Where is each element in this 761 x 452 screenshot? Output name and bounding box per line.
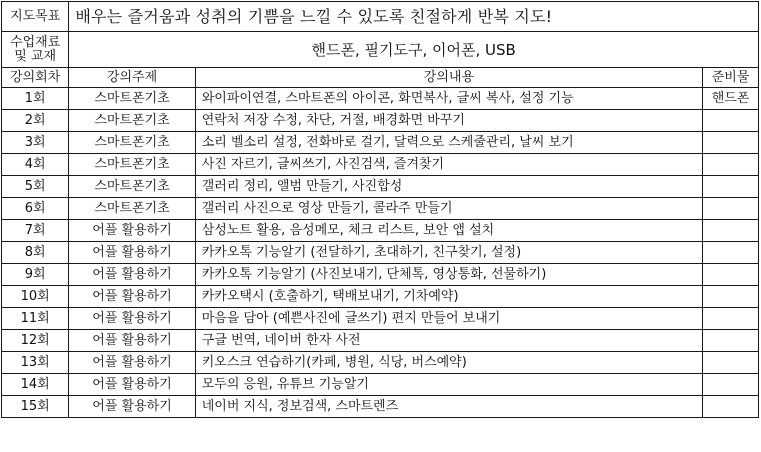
content-cell: 갤러리 사진으로 영상 만들기, 콜라주 만들기 bbox=[195, 198, 702, 220]
content-cell: 사진 자르기, 글씨쓰기, 사진검색, 즐겨찾기 bbox=[195, 154, 702, 176]
prep-cell bbox=[703, 308, 759, 330]
table-row bbox=[2, 330, 759, 352]
topic-cell: 어플 활용하기 bbox=[69, 286, 195, 308]
prep-cell bbox=[703, 374, 759, 396]
prep-cell bbox=[703, 132, 759, 154]
session-cell: 9회 bbox=[2, 264, 69, 286]
session-cell: 7회 bbox=[2, 220, 69, 242]
topic-cell: 어플 활용하기 bbox=[69, 308, 195, 330]
session-cell: 8회 bbox=[2, 242, 69, 264]
table-row bbox=[2, 198, 759, 220]
content-cell: 삼성노트 활용, 음성메모, 체크 리스트, 보안 앱 설치 bbox=[195, 220, 702, 242]
session-cell: 3회 bbox=[2, 132, 69, 154]
topic-cell: 스마트폰기초 bbox=[69, 110, 195, 132]
header-prep: 준비물 bbox=[703, 68, 759, 88]
prep-cell bbox=[703, 330, 759, 352]
session-cell: 5회 bbox=[2, 176, 69, 198]
materials-label-line1: 수업재료 bbox=[10, 34, 61, 50]
session-cell: 15회 bbox=[2, 396, 69, 418]
topic-cell: 어플 활용하기 bbox=[69, 264, 195, 286]
session-cell: 10회 bbox=[2, 286, 69, 308]
table-row bbox=[2, 396, 759, 418]
table-row bbox=[2, 220, 759, 242]
prep-cell bbox=[703, 154, 759, 176]
prep-cell bbox=[703, 110, 759, 132]
prep-cell bbox=[703, 286, 759, 308]
session-cell: 4회 bbox=[2, 154, 69, 176]
session-cell: 14회 bbox=[2, 374, 69, 396]
topic-cell: 어플 활용하기 bbox=[69, 374, 195, 396]
prep-cell bbox=[703, 264, 759, 286]
topic-cell: 어플 활용하기 bbox=[69, 220, 195, 242]
content-cell: 연락처 저장 수정, 차단, 거절, 배경화면 바꾸기 bbox=[195, 110, 702, 132]
session-cell: 12회 bbox=[2, 330, 69, 352]
table-row bbox=[2, 264, 759, 286]
topic-cell: 어플 활용하기 bbox=[69, 396, 195, 418]
content-cell: 모두의 응원, 유튜브 기능알기 bbox=[195, 374, 702, 396]
topic-cell: 스마트폰기초 bbox=[69, 132, 195, 154]
header-content: 강의내용 bbox=[195, 68, 702, 88]
table-row bbox=[2, 88, 759, 110]
prep-cell bbox=[703, 198, 759, 220]
prep-cell bbox=[703, 176, 759, 198]
materials-label-line2: 및 교재 bbox=[14, 48, 57, 64]
table-row bbox=[2, 286, 759, 308]
session-cell: 2회 bbox=[2, 110, 69, 132]
header-row bbox=[2, 68, 759, 88]
topic-cell: 스마트폰기초 bbox=[69, 88, 195, 110]
table-row bbox=[2, 308, 759, 330]
table-row bbox=[2, 132, 759, 154]
content-cell: 카카오톡 기능알기 (전달하기, 초대하기, 친구찾기, 설정) bbox=[195, 242, 702, 264]
content-cell: 와이파이연결, 스마트폰의 아이콘, 화면복사, 글씨 복사, 설정 기능 bbox=[195, 88, 702, 110]
prep-cell: 핸드폰 bbox=[703, 88, 759, 110]
session-cell: 6회 bbox=[2, 198, 69, 220]
materials-text: 핸드폰, 필기도구, 이어폰, USB bbox=[69, 32, 759, 68]
topic-cell: 스마트폰기초 bbox=[69, 198, 195, 220]
content-cell: 소리 벨소리 설정, 전화바로 걸기, 달력으로 스케줄관리, 날씨 보기 bbox=[195, 132, 702, 154]
header-topic: 강의주제 bbox=[69, 68, 195, 88]
prep-cell bbox=[703, 352, 759, 374]
content-cell: 갤러리 정리, 앨범 만들기, 사진합성 bbox=[195, 176, 702, 198]
goal-row bbox=[2, 2, 759, 32]
table-row bbox=[2, 176, 759, 198]
prep-cell bbox=[703, 396, 759, 418]
table-row bbox=[2, 154, 759, 176]
table-row bbox=[2, 374, 759, 396]
curriculum-table bbox=[1, 1, 759, 418]
session-cell: 11회 bbox=[2, 308, 69, 330]
materials-row bbox=[2, 32, 759, 68]
session-cell: 1회 bbox=[2, 88, 69, 110]
topic-cell: 스마트폰기초 bbox=[69, 176, 195, 198]
table-row bbox=[2, 242, 759, 264]
topic-cell: 스마트폰기초 bbox=[69, 154, 195, 176]
topic-cell: 어플 활용하기 bbox=[69, 242, 195, 264]
header-session: 강의회차 bbox=[2, 68, 69, 88]
content-cell: 카카오택시 (호출하기, 택배보내기, 기차예약) bbox=[195, 286, 702, 308]
content-cell: 키오스크 연습하기(카페, 병원, 식당, 버스예약) bbox=[195, 352, 702, 374]
goal-label: 지도목표 bbox=[2, 2, 69, 32]
topic-cell: 어플 활용하기 bbox=[69, 330, 195, 352]
materials-label bbox=[2, 32, 69, 68]
table-row bbox=[2, 352, 759, 374]
content-cell: 네이버 지식, 정보검색, 스마트렌즈 bbox=[195, 396, 702, 418]
goal-text: 배우는 즐거움과 성취의 기쁨을 느낄 수 있도록 친절하게 반복 지도! bbox=[69, 2, 759, 32]
prep-cell bbox=[703, 220, 759, 242]
prep-cell bbox=[703, 242, 759, 264]
content-cell: 구글 번역, 네이버 한자 사전 bbox=[195, 330, 702, 352]
topic-cell: 어플 활용하기 bbox=[69, 352, 195, 374]
table-row bbox=[2, 110, 759, 132]
session-cell: 13회 bbox=[2, 352, 69, 374]
content-cell: 마음을 담아 (예쁜사진에 글쓰기) 편지 만들어 보내기 bbox=[195, 308, 702, 330]
content-cell: 카카오톡 기능알기 (사진보내기, 단체톡, 영상통화, 선물하기) bbox=[195, 264, 702, 286]
